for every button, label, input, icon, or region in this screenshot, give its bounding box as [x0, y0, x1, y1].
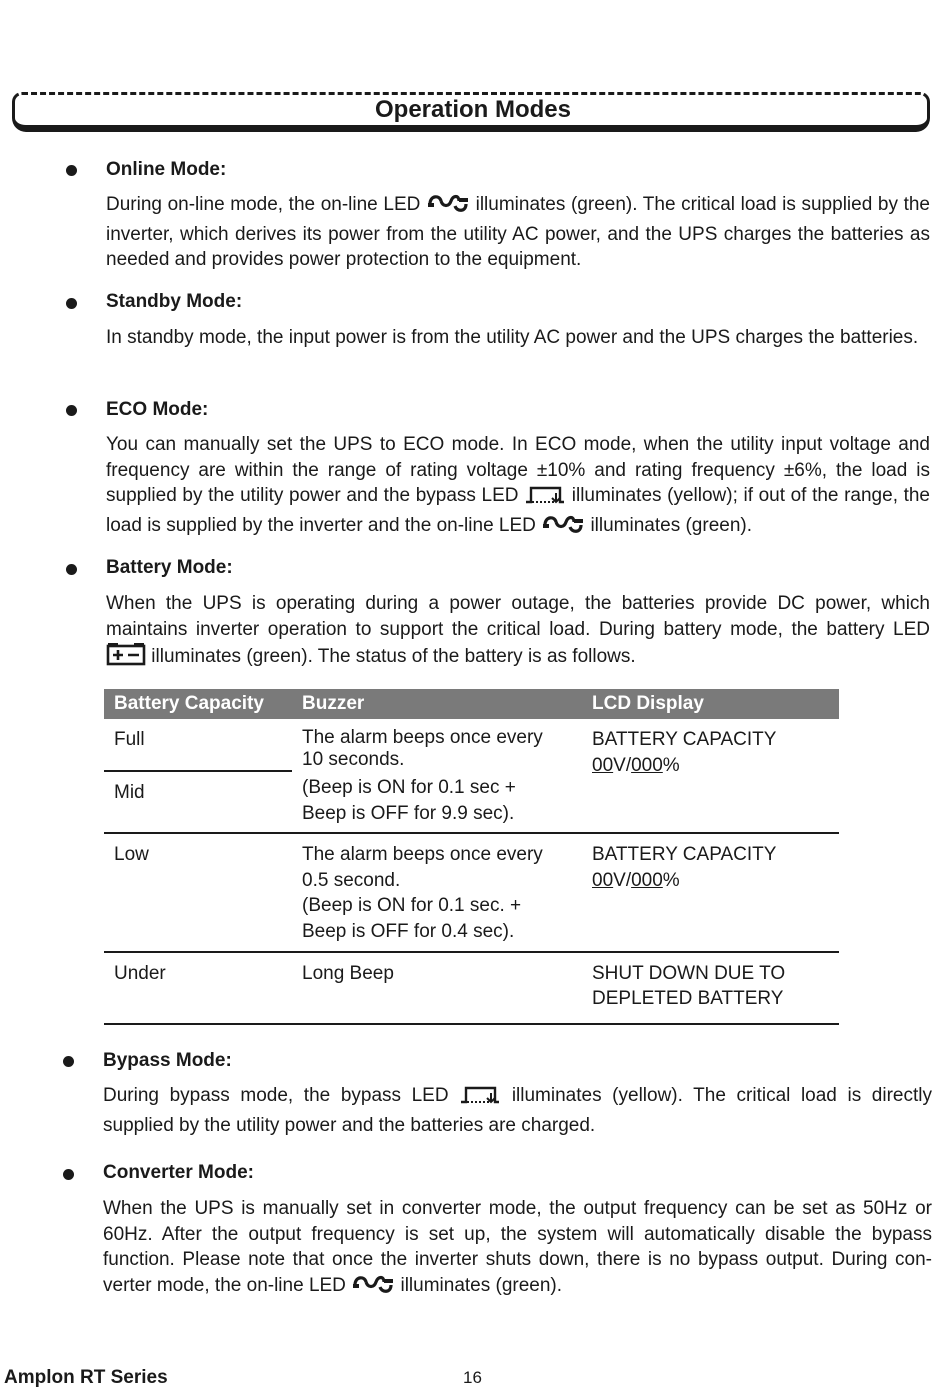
online-led-icon: [541, 513, 585, 543]
page-title: Operation Modes: [374, 96, 572, 123]
section-paragraph-online-mode: During on-line mode, the on-line LED illuminates (green). The critical load is supplied by the inverter, which derives its power from the utility AC power, and the UPS charges the batteries as needed and provides power protection to the equipment.: [106, 194, 930, 271]
column-header-battery-capacity: Battery Capacity: [104, 689, 292, 719]
bypass-led-icon: [524, 483, 566, 513]
lcd-display-cell: SHUT DOWN DUE TO DEPLETED BATTERY: [582, 952, 839, 1024]
online-led-icon: [426, 192, 470, 222]
bypass-led-icon: [459, 1083, 501, 1113]
buzzer-cell: Long Beep: [292, 952, 582, 1024]
lcd-display-cell: BATTERY CAPACITY 00V/000%: [582, 833, 839, 951]
section-paragraph-converter-mode: When the UPS is manually set in converter mode, the output frequency can be set as 50Hz or 60Hz. After the output frequency is set up, the system will automatically disable the bypass function. Please note that once the inverter shuts down, there is no bypass output. During converter mode, the on-line LED illuminates (green).: [103, 1196, 932, 1302]
section-title-online-mode: Online Mode:: [106, 159, 227, 180]
section-title-converter-mode: Converter Mode:: [103, 1162, 254, 1183]
bullet: [66, 564, 77, 575]
section-paragraph-eco-mode: You can manually set the UPS to ECO mode. In ECO mode, when the utility input voltage and frequency are within the range of rating voltage ±10% and rating frequency ±6%, the load is supplied by the utility power and the bypass LED illuminates (yellow); if out of the range, the load is supplied by the inverter and the on-line LED illuminates (green).: [106, 432, 930, 542]
bullet: [66, 298, 77, 309]
lcd-display-cell: BATTERY CAPACITY 00V/000%: [582, 719, 839, 833]
bullet: [63, 1056, 74, 1067]
section-title-battery-mode: Battery Mode:: [106, 557, 233, 578]
table-row: [104, 833, 839, 951]
battery-led-icon: [106, 642, 146, 674]
table-row: [104, 719, 839, 771]
bullet: [66, 165, 77, 176]
battery-status-table: [104, 689, 839, 1025]
bullet: [66, 405, 77, 416]
table-row: [104, 952, 839, 1024]
column-header-buzzer: Buzzer: [292, 689, 582, 719]
section-title-eco-mode: ECO Mode:: [106, 399, 209, 420]
section-title-standby-mode: Standby Mode:: [106, 291, 243, 312]
section-title-bypass-mode: Bypass Mode:: [103, 1050, 232, 1071]
buzzer-cell: The alarm beeps once every 10 seconds. (Beep is ON for 0.1 sec + Beep is OFF for 9.9 sec).: [292, 719, 582, 833]
section-paragraph-bypass-mode: During bypass mode, the bypass LED illuminates (yellow). The critical load is directly supplied by the utility power and the batteries are charged.: [103, 1085, 932, 1136]
page-number: 16: [463, 1368, 482, 1387]
capacity-cell: Mid: [104, 771, 292, 833]
capacity-cell: Full: [104, 719, 292, 771]
section-paragraph-battery-mode: When the UPS is operating during a power outage, the batteries provide DC power, which maintains inverter operation to support the critical load. During battery mode, the battery LED illuminates (green). The status of the battery is as follows.: [106, 591, 930, 674]
buzzer-cell: The alarm beeps once every 0.5 second. (Beep is ON for 0.1 sec. + Beep is OFF for 0.4 sec).: [292, 833, 582, 951]
footer-series-name: Amplon RT Series: [4, 1367, 168, 1388]
capacity-cell: Under: [104, 952, 292, 1024]
capacity-cell: Low: [104, 833, 292, 951]
online-led-icon: [351, 1273, 395, 1303]
column-header-lcd-display: LCD Display: [582, 689, 839, 719]
section-paragraph-standby-mode: In standby mode, the input power is from the utility AC power and the UPS charges the batteries.: [106, 327, 919, 348]
table-header-row: [104, 689, 839, 719]
bullet: [63, 1169, 74, 1180]
